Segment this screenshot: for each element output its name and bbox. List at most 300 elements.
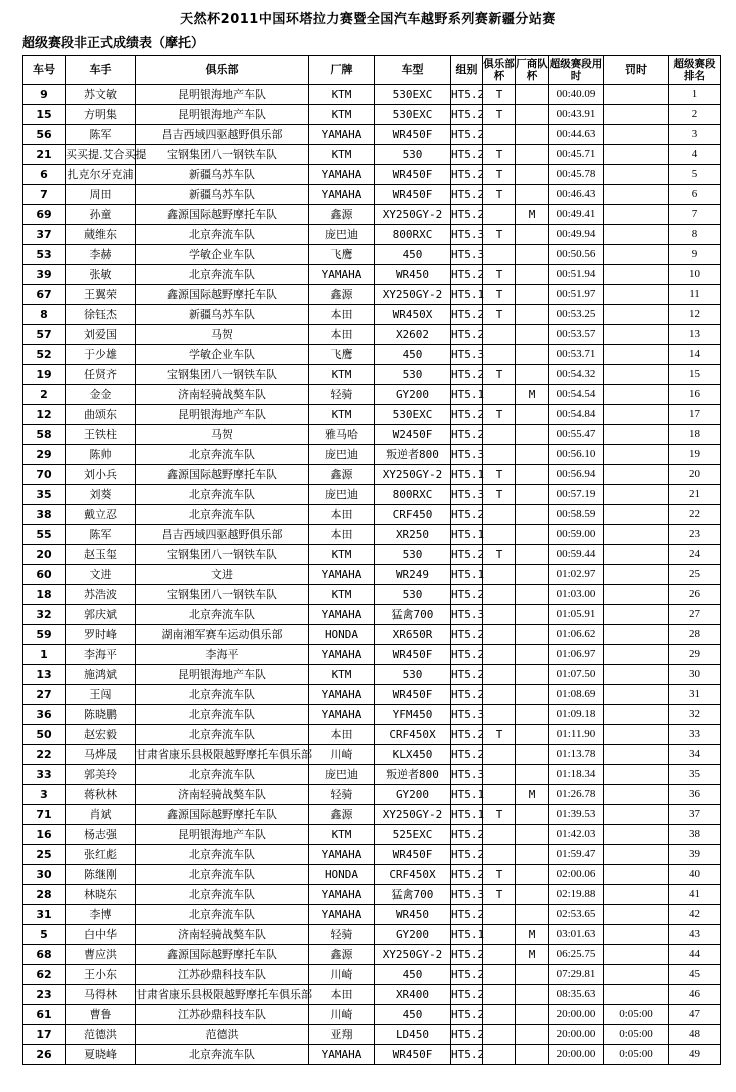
- model: YFM450: [375, 705, 451, 725]
- driver-name: 罗时峰: [66, 625, 136, 645]
- car-number: 25: [23, 845, 66, 865]
- brand: YAMAHA: [309, 685, 375, 705]
- table-row: [23, 485, 721, 505]
- driver-name: 苏浩波: [66, 585, 136, 605]
- penalty-time: 0:05:00: [604, 1005, 669, 1025]
- model: 450: [375, 965, 451, 985]
- stage-rank: 26: [669, 585, 721, 605]
- car-number: 50: [23, 725, 66, 745]
- table-row: [23, 445, 721, 465]
- stage-rank: 33: [669, 725, 721, 745]
- table-row: [23, 785, 721, 805]
- penalty-time: [604, 525, 669, 545]
- stage-rank: 49: [669, 1045, 721, 1065]
- driver-name: 陈帅: [66, 445, 136, 465]
- driver-name: 方明集: [66, 105, 136, 125]
- driver-name: 范德洪: [66, 1025, 136, 1045]
- club-cup-mark: [483, 585, 516, 605]
- factory-cup-mark: [516, 305, 549, 325]
- stage-rank: 10: [669, 265, 721, 285]
- club-cup-mark: T: [483, 185, 516, 205]
- table-row: [23, 225, 721, 245]
- model: WR249: [375, 565, 451, 585]
- class: HT5.3: [451, 605, 483, 625]
- stage-time: 08:35.63: [549, 985, 604, 1005]
- class: HT5.2: [451, 665, 483, 685]
- brand: 庞巴迪: [309, 445, 375, 465]
- driver-name: 张敏: [66, 265, 136, 285]
- brand: YAMAHA: [309, 1045, 375, 1065]
- class: HT5.1: [451, 565, 483, 585]
- car-number: 55: [23, 525, 66, 545]
- table-row: [23, 405, 721, 425]
- car-number: 28: [23, 885, 66, 905]
- club-cup-mark: T: [483, 485, 516, 505]
- brand: KTM: [309, 365, 375, 385]
- factory-cup-mark: [516, 905, 549, 925]
- stage-rank: 16: [669, 385, 721, 405]
- model: 530EXC: [375, 405, 451, 425]
- class: HT5.2: [451, 1045, 483, 1065]
- car-number: 37: [23, 225, 66, 245]
- club-cup-mark: T: [483, 285, 516, 305]
- car-number: 58: [23, 425, 66, 445]
- penalty-time: [604, 125, 669, 145]
- table-row: [23, 905, 721, 925]
- club-cup-mark: [483, 425, 516, 445]
- table-row: [23, 725, 721, 745]
- brand: YAMAHA: [309, 845, 375, 865]
- stage-rank: 20: [669, 465, 721, 485]
- stage-time: 00:53.71: [549, 345, 604, 365]
- stage-time: 00:54.32: [549, 365, 604, 385]
- club-name: 北京奔流车队: [136, 1045, 309, 1065]
- factory-cup-mark: [516, 165, 549, 185]
- table-row: [23, 125, 721, 145]
- table-row: [23, 605, 721, 625]
- table-row: [23, 345, 721, 365]
- factory-cup-mark: [516, 365, 549, 385]
- table-row: [23, 325, 721, 345]
- model: WR450F: [375, 685, 451, 705]
- driver-name: 刘爱国: [66, 325, 136, 345]
- club-name: 昆明银海地产车队: [136, 405, 309, 425]
- model: 530: [375, 585, 451, 605]
- factory-cup-mark: [516, 345, 549, 365]
- stage-time: 00:54.84: [549, 405, 604, 425]
- brand: YAMAHA: [309, 185, 375, 205]
- brand: YAMAHA: [309, 605, 375, 625]
- club-name: 鑫源国际越野摩托车队: [136, 805, 309, 825]
- car-number: 62: [23, 965, 66, 985]
- driver-name: 文进: [66, 565, 136, 585]
- class: HT5.2: [451, 1005, 483, 1025]
- results-body: [23, 85, 721, 1065]
- club-name: 北京奔流车队: [136, 765, 309, 785]
- driver-name: 周田: [66, 185, 136, 205]
- table-row: [23, 145, 721, 165]
- stage-rank: 39: [669, 845, 721, 865]
- brand: 鑫源: [309, 465, 375, 485]
- stage-rank: 43: [669, 925, 721, 945]
- penalty-time: [604, 465, 669, 485]
- stage-time: 00:45.71: [549, 145, 604, 165]
- car-number: 35: [23, 485, 66, 505]
- penalty-time: [604, 665, 669, 685]
- club-cup-mark: T: [483, 85, 516, 105]
- factory-cup-mark: [516, 245, 549, 265]
- car-number: 20: [23, 545, 66, 565]
- table-subtitle: 超级赛段非正式成绩表（摩托）: [22, 36, 205, 51]
- model: KLX450: [375, 745, 451, 765]
- class: HT5.2: [451, 365, 483, 385]
- stage-time: 00:56.10: [549, 445, 604, 465]
- stage-rank: 40: [669, 865, 721, 885]
- penalty-time: [604, 885, 669, 905]
- stage-rank: 3: [669, 125, 721, 145]
- driver-name: 任贤齐: [66, 365, 136, 385]
- stage-time: 02:53.65: [549, 905, 604, 925]
- brand: 本田: [309, 305, 375, 325]
- club-name: 昆明银海地产车队: [136, 825, 309, 845]
- factory-cup-mark: [516, 725, 549, 745]
- table-row: [23, 1045, 721, 1065]
- brand: 亚翔: [309, 1025, 375, 1045]
- club-cup-mark: [483, 1005, 516, 1025]
- club-cup-mark: [483, 1025, 516, 1045]
- brand: YAMAHA: [309, 705, 375, 725]
- factory-cup-mark: [516, 665, 549, 685]
- class: HT5.2: [451, 185, 483, 205]
- stage-rank: 30: [669, 665, 721, 685]
- stage-rank: 23: [669, 525, 721, 545]
- car-number: 39: [23, 265, 66, 285]
- brand: KTM: [309, 405, 375, 425]
- car-number: 15: [23, 105, 66, 125]
- class: HT5.2: [451, 145, 483, 165]
- header-row: [23, 56, 721, 85]
- penalty-time: [604, 265, 669, 285]
- class: HT5.1: [451, 525, 483, 545]
- stage-rank: 38: [669, 825, 721, 845]
- model: 525EXC: [375, 825, 451, 845]
- brand: 飞鹰: [309, 345, 375, 365]
- table-row: [23, 985, 721, 1005]
- car-number: 26: [23, 1045, 66, 1065]
- driver-name: 马烨晟: [66, 745, 136, 765]
- factory-cup-mark: [516, 505, 549, 525]
- penalty-time: [604, 105, 669, 125]
- model: 800RXC: [375, 485, 451, 505]
- brand: YAMAHA: [309, 565, 375, 585]
- club-cup-mark: [483, 565, 516, 585]
- stage-time: 20:00.00: [549, 1005, 604, 1025]
- stage-time: 01:18.34: [549, 765, 604, 785]
- car-number: 70: [23, 465, 66, 485]
- club-cup-mark: [483, 905, 516, 925]
- club-cup-mark: [483, 605, 516, 625]
- club-cup-mark: T: [483, 145, 516, 165]
- brand: KTM: [309, 85, 375, 105]
- club-cup-mark: [483, 385, 516, 405]
- club-name: 文进: [136, 565, 309, 585]
- driver-name: 马得林: [66, 985, 136, 1005]
- table-row: [23, 965, 721, 985]
- penalty-time: [604, 645, 669, 665]
- stage-time: 00:46.43: [549, 185, 604, 205]
- brand: 鑫源: [309, 945, 375, 965]
- class: HT5.2: [451, 125, 483, 145]
- factory-cup-mark: [516, 965, 549, 985]
- factory-cup-mark: [516, 825, 549, 845]
- col-header-club: 俱乐部: [136, 56, 309, 85]
- stage-time: 00:40.09: [549, 85, 604, 105]
- car-number: 67: [23, 285, 66, 305]
- club-name: 北京奔流车队: [136, 605, 309, 625]
- stage-time: 00:49.94: [549, 225, 604, 245]
- driver-name: 于少雄: [66, 345, 136, 365]
- penalty-time: [604, 85, 669, 105]
- brand: KTM: [309, 665, 375, 685]
- stage-time: 01:07.50: [549, 665, 604, 685]
- club-cup-mark: [483, 925, 516, 945]
- club-cup-mark: [483, 1045, 516, 1065]
- class: HT5.2: [451, 825, 483, 845]
- club-name: 学敏企业车队: [136, 245, 309, 265]
- stage-rank: 32: [669, 705, 721, 725]
- col-header-brand: 厂牌: [309, 56, 375, 85]
- club-cup-mark: T: [483, 865, 516, 885]
- penalty-time: [604, 865, 669, 885]
- model: 800RXC: [375, 225, 451, 245]
- brand: 本田: [309, 725, 375, 745]
- table-row: [23, 685, 721, 705]
- stage-rank: 25: [669, 565, 721, 585]
- model: CRF450X: [375, 725, 451, 745]
- model: XY250GY-2: [375, 285, 451, 305]
- model: XY250GY-2: [375, 945, 451, 965]
- stage-time: 01:02.97: [549, 565, 604, 585]
- brand: KTM: [309, 545, 375, 565]
- club-name: 宝钢集团八一钢铁车队: [136, 145, 309, 165]
- driver-name: 张红彪: [66, 845, 136, 865]
- table-row: [23, 565, 721, 585]
- club-name: 新疆乌苏车队: [136, 165, 309, 185]
- car-number: 8: [23, 305, 66, 325]
- stage-rank: 47: [669, 1005, 721, 1025]
- club-name: 北京奔流车队: [136, 885, 309, 905]
- club-cup-mark: [483, 325, 516, 345]
- class: HT5.3: [451, 245, 483, 265]
- model: 530: [375, 365, 451, 385]
- car-number: 5: [23, 925, 66, 945]
- class: HT5.2: [451, 905, 483, 925]
- car-number: 9: [23, 85, 66, 105]
- club-cup-mark: [483, 705, 516, 725]
- stage-rank: 4: [669, 145, 721, 165]
- penalty-time: 0:05:00: [604, 1025, 669, 1045]
- driver-name: 王翼荣: [66, 285, 136, 305]
- stage-rank: 14: [669, 345, 721, 365]
- col-header-stage-rank: 超级赛段排名: [669, 56, 721, 85]
- class: HT5.2: [451, 325, 483, 345]
- penalty-time: [604, 845, 669, 865]
- club-name: 昆明银海地产车队: [136, 665, 309, 685]
- factory-cup-mark: [516, 225, 549, 245]
- table-row: [23, 165, 721, 185]
- model: 450: [375, 245, 451, 265]
- car-number: 3: [23, 785, 66, 805]
- table-row: [23, 545, 721, 565]
- stage-time: 00:59.44: [549, 545, 604, 565]
- club-name: 昌吉西域四驱越野俱乐部: [136, 525, 309, 545]
- stage-time: 00:50.56: [549, 245, 604, 265]
- stage-rank: 35: [669, 765, 721, 785]
- club-cup-mark: T: [483, 105, 516, 125]
- class: HT5.2: [451, 505, 483, 525]
- class: HT5.2: [451, 1025, 483, 1045]
- table-row: [23, 925, 721, 945]
- results-table: [22, 55, 721, 1065]
- model: XR650R: [375, 625, 451, 645]
- factory-cup-mark: [516, 745, 549, 765]
- car-number: 16: [23, 825, 66, 845]
- class: HT5.2: [451, 205, 483, 225]
- driver-name: 夏晓峰: [66, 1045, 136, 1065]
- driver-name: 李博: [66, 905, 136, 925]
- car-number: 68: [23, 945, 66, 965]
- model: GY200: [375, 385, 451, 405]
- stage-time: 00:54.54: [549, 385, 604, 405]
- penalty-time: [604, 585, 669, 605]
- car-number: 12: [23, 405, 66, 425]
- class: HT5.3: [451, 765, 483, 785]
- model: 530EXC: [375, 105, 451, 125]
- stage-rank: 41: [669, 885, 721, 905]
- penalty-time: [604, 365, 669, 385]
- driver-name: 金金: [66, 385, 136, 405]
- factory-cup-mark: [516, 185, 549, 205]
- stage-rank: 1: [669, 85, 721, 105]
- class: HT5.1: [451, 285, 483, 305]
- car-number: 13: [23, 665, 66, 685]
- club-name: 范德洪: [136, 1025, 309, 1045]
- brand: KTM: [309, 105, 375, 125]
- car-number: 57: [23, 325, 66, 345]
- stage-time: 01:39.53: [549, 805, 604, 825]
- factory-cup-mark: [516, 325, 549, 345]
- stage-time: 03:01.63: [549, 925, 604, 945]
- stage-time: 00:53.57: [549, 325, 604, 345]
- brand: 鑫源: [309, 205, 375, 225]
- factory-cup-mark: M: [516, 205, 549, 225]
- stage-time: 01:11.90: [549, 725, 604, 745]
- stage-rank: 22: [669, 505, 721, 525]
- stage-rank: 45: [669, 965, 721, 985]
- driver-name: 李海平: [66, 645, 136, 665]
- stage-rank: 5: [669, 165, 721, 185]
- col-header-club-cup: 俱乐部杯: [483, 56, 516, 85]
- car-number: 36: [23, 705, 66, 725]
- factory-cup-mark: [516, 485, 549, 505]
- brand: 本田: [309, 505, 375, 525]
- club-name: 学敏企业车队: [136, 345, 309, 365]
- penalty-time: [604, 225, 669, 245]
- car-number: 23: [23, 985, 66, 1005]
- brand: 轻骑: [309, 785, 375, 805]
- stage-rank: 7: [669, 205, 721, 225]
- model: X2602: [375, 325, 451, 345]
- club-cup-mark: [483, 665, 516, 685]
- club-name: 北京奔流车队: [136, 705, 309, 725]
- factory-cup-mark: M: [516, 785, 549, 805]
- factory-cup-mark: M: [516, 385, 549, 405]
- club-name: 济南轻骑战獒车队: [136, 785, 309, 805]
- driver-name: 李赫: [66, 245, 136, 265]
- stage-rank: 9: [669, 245, 721, 265]
- table-row: [23, 585, 721, 605]
- model: 叛逆者800: [375, 445, 451, 465]
- driver-name: 陈晓鹏: [66, 705, 136, 725]
- brand: 飞鹰: [309, 245, 375, 265]
- club-name: 鑫源国际越野摩托车队: [136, 285, 309, 305]
- stage-time: 02:00.06: [549, 865, 604, 885]
- driver-name: 杨志强: [66, 825, 136, 845]
- factory-cup-mark: [516, 645, 549, 665]
- penalty-time: 0:05:00: [604, 1045, 669, 1065]
- brand: YAMAHA: [309, 905, 375, 925]
- club-cup-mark: [483, 965, 516, 985]
- driver-name: 刘葵: [66, 485, 136, 505]
- stage-time: 06:25.75: [549, 945, 604, 965]
- stage-time: 20:00.00: [549, 1025, 604, 1045]
- model: WR450: [375, 905, 451, 925]
- stage-time: 00:53.25: [549, 305, 604, 325]
- col-header-factory-cup: 厂商队杯: [516, 56, 549, 85]
- class: HT5.2: [451, 85, 483, 105]
- stage-rank: 44: [669, 945, 721, 965]
- driver-name: 孙童: [66, 205, 136, 225]
- factory-cup-mark: [516, 125, 549, 145]
- class: HT5.2: [451, 645, 483, 665]
- table-row: [23, 505, 721, 525]
- car-number: 6: [23, 165, 66, 185]
- club-name: 昌吉西域四驱越野俱乐部: [136, 125, 309, 145]
- stage-rank: 36: [669, 785, 721, 805]
- class: HT5.3: [451, 225, 483, 245]
- club-name: 北京奔流车队: [136, 845, 309, 865]
- model: 猛禽700: [375, 885, 451, 905]
- table-row: [23, 285, 721, 305]
- stage-rank: 34: [669, 745, 721, 765]
- club-cup-mark: [483, 685, 516, 705]
- penalty-time: [604, 545, 669, 565]
- model: LD450: [375, 1025, 451, 1045]
- factory-cup-mark: [516, 85, 549, 105]
- club-cup-mark: T: [483, 885, 516, 905]
- penalty-time: [604, 985, 669, 1005]
- factory-cup-mark: [516, 585, 549, 605]
- model: 530EXC: [375, 85, 451, 105]
- club-name: 宝钢集团八一钢铁车队: [136, 585, 309, 605]
- model: GY200: [375, 785, 451, 805]
- penalty-time: [604, 145, 669, 165]
- model: WR450F: [375, 645, 451, 665]
- penalty-time: [604, 425, 669, 445]
- class: HT5.2: [451, 105, 483, 125]
- stage-time: 20:00.00: [549, 1045, 604, 1065]
- stage-time: 01:59.47: [549, 845, 604, 865]
